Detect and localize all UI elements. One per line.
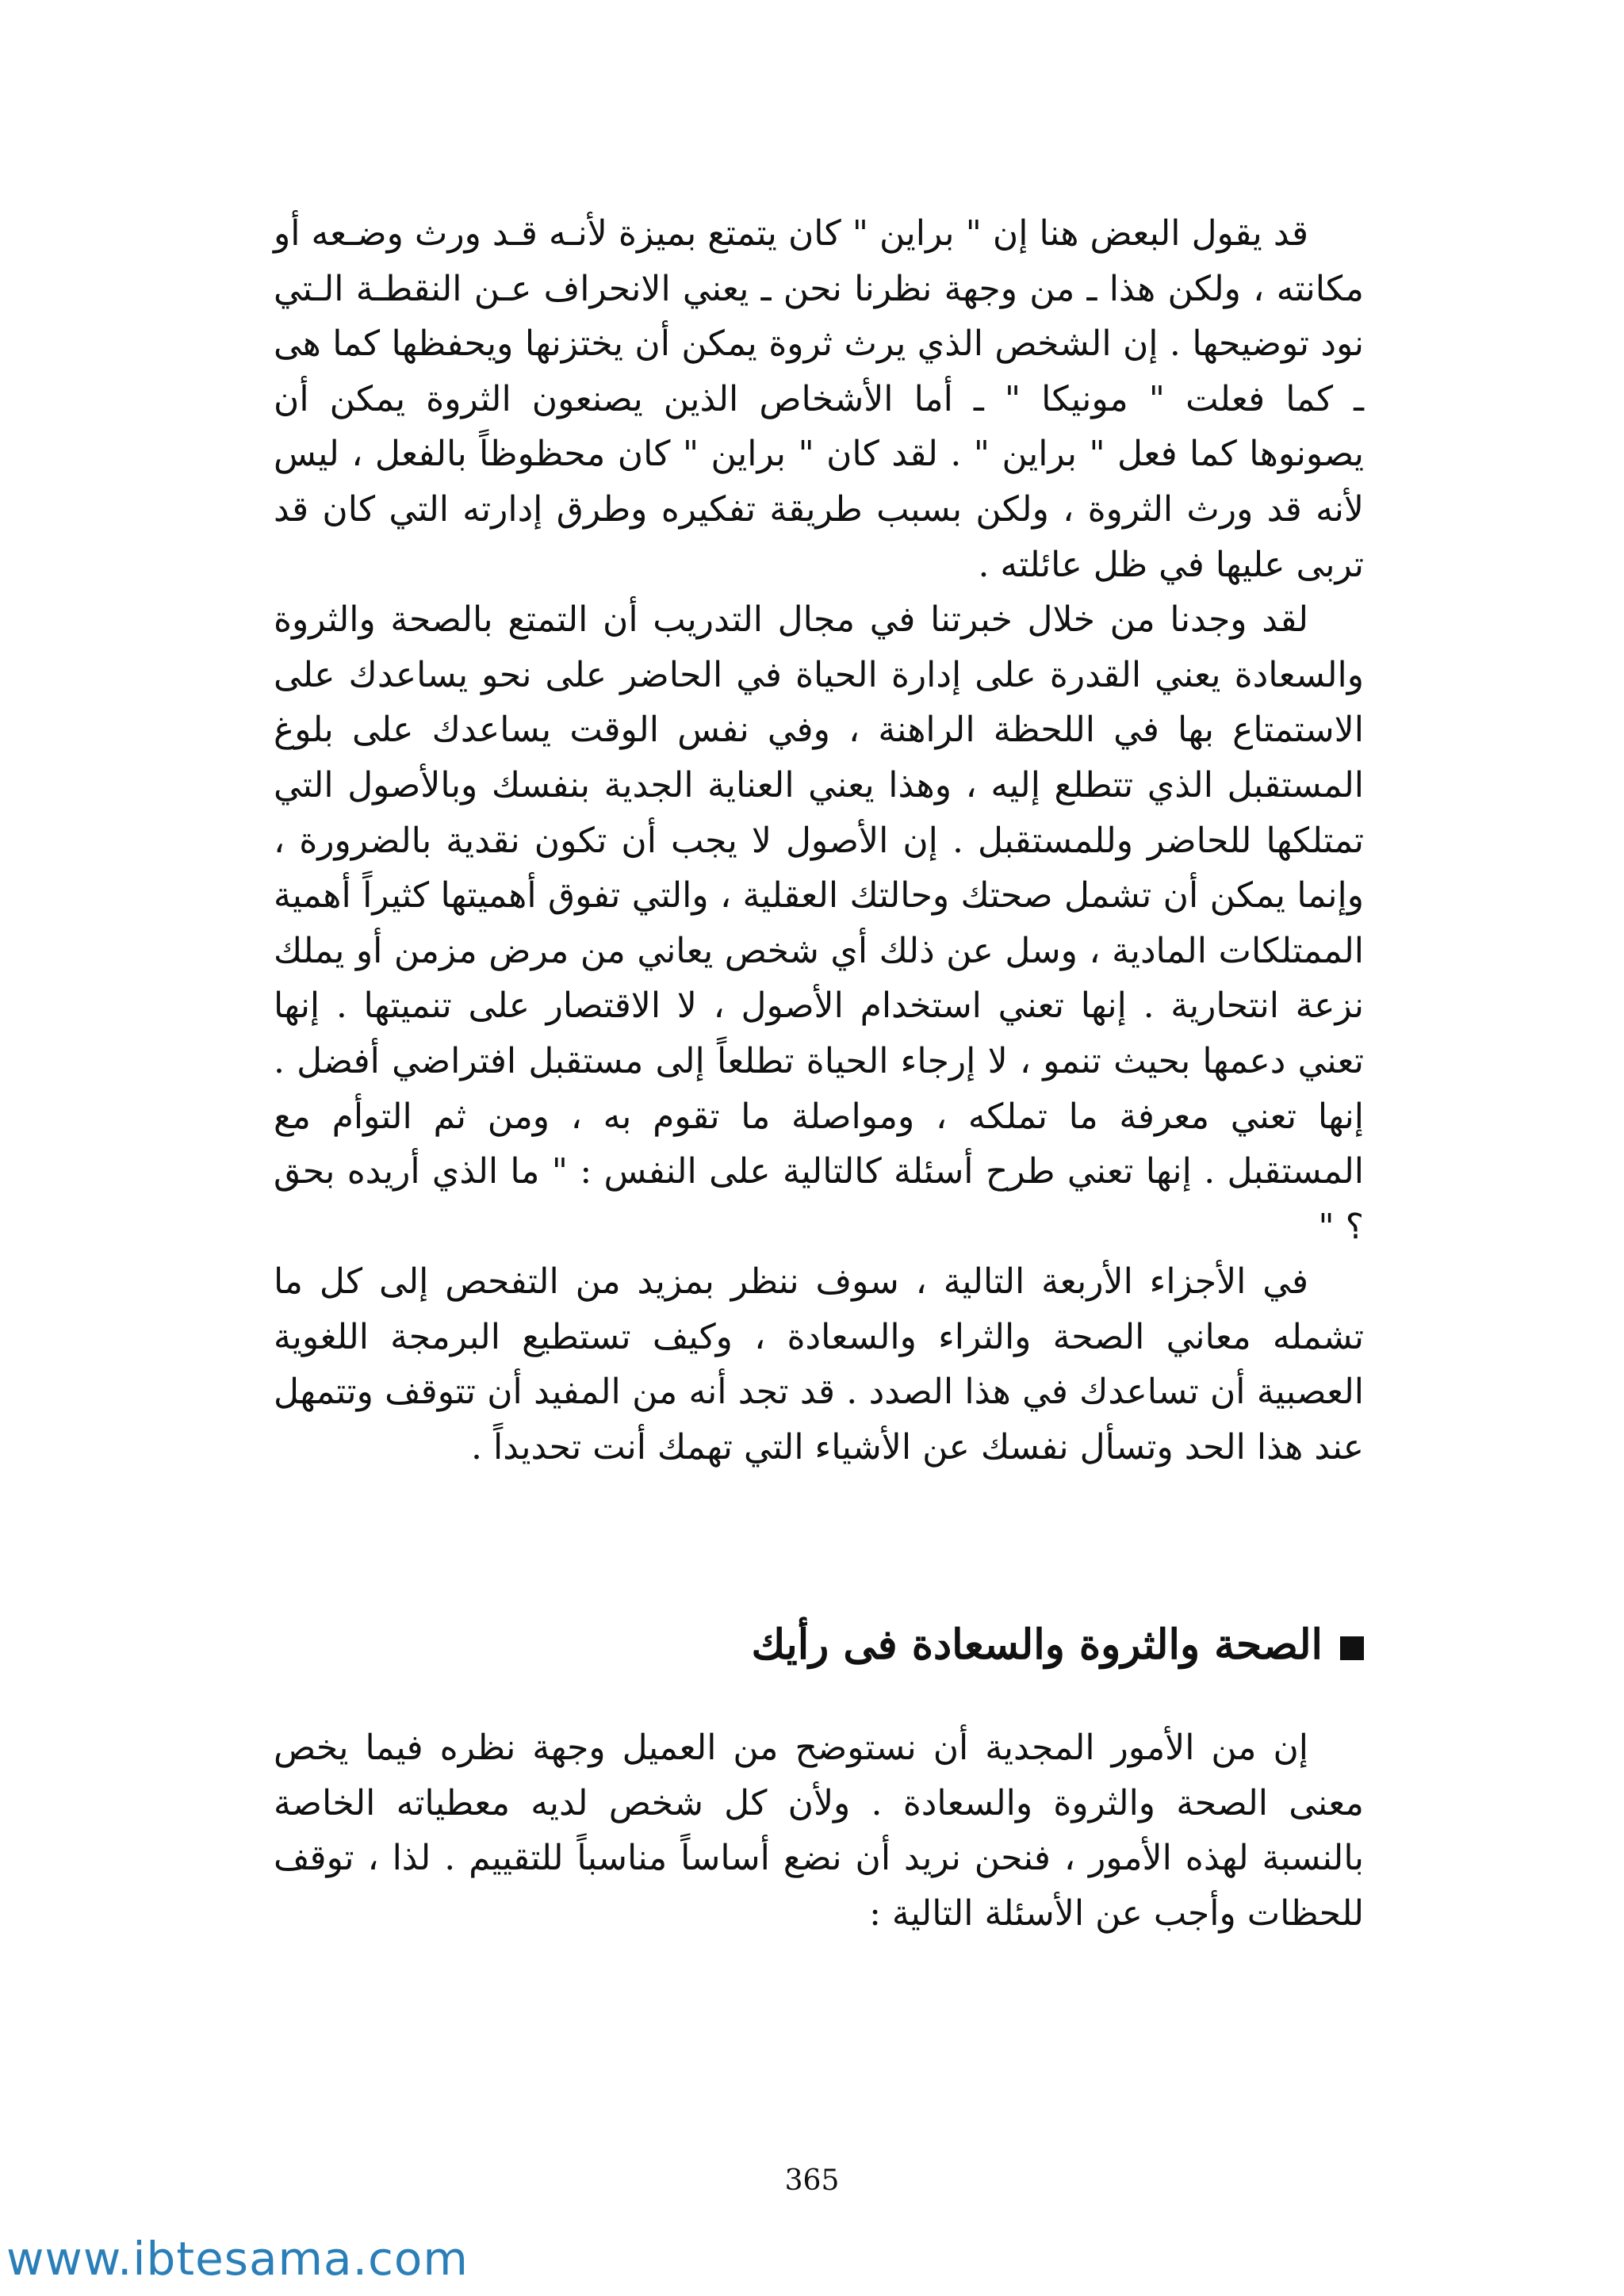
section-heading <box>714 1613 1364 1677</box>
page-number: 365 <box>784 2164 840 2197</box>
watermark: www.ibtesama.com <box>6 2232 469 2286</box>
section-heading-text: الصحة والثروة والسعادة فى رأيك <box>751 1621 1323 1669</box>
body-text-bottom <box>274 1720 1364 1941</box>
paragraph-1: قد يقول البعض هنا إن " براين " كان يتمتع بميزة لأنـه قـد ورث وضـعه أو مكانته ، ولكن هذا ـ من وجهة نظرنا نحن ـ يعني الانحراف عـن النقطـة الـتي نود توضيحها . إن الشخص الذي يرث ثروة يمكن أن يختزنها ويحفظها كما هى ـ كما فعلت " مونيكا " ـ أما الأشخاص الذين يصنعون الثروة يمكن أن يصونوها كما فعل " براين " . لقد كان " براين " كان محظوظاً بالفعل ، ليس لأنه قد ورث الثروة ، ولكن بسبب طريقة تفكيره وطرق إدارته التي كان قد تربى عليها في ظل عائلته . <box>274 213 1365 585</box>
body-text-top <box>274 206 1364 1475</box>
paragraph-4: إن من الأمور المجدية أن نستوضح من العميل وجهة نظره فيما يخص معنى الصحة والثروة والسعادة . ولأن كل شخص لديه معطياته الخاصة بالنسبة لهذه الأمور ، فنحن نريد أن نضع أساساً مناسباً للتقييم . لذا ، توقف للحظات وأجب عن الأسئلة التالية : <box>274 1728 1364 1934</box>
paragraph-3: في الأجزاء الأربعة التالية ، سوف ننظر بمزيد من التفحص إلى كل ما تشمله معاني الصحة والثراء والسعادة ، وكيف تستطيع البرمجة اللغوية العصبية أن تساعدك في هذا الصدد . قد تجد أنه من المفيد أن تتوقف وتتمهل عند هذا الحد وتسأل نفسك عن الأشياء التي تهمك أنت تحديداً . <box>274 1261 1364 1468</box>
paragraph-2: لقد وجدنا من خلال خبرتنا في مجال التدريب أن التمتع بالصحة والثروة والسعادة يعني القدرة على إدارة الحياة في الحاضر على نحو يساعدك على الاستمتاع بها في اللحظة الراهنة ، وفي نفس الوقت يساعدك على بلوغ المستقبل الذي تتطلع إليه ، وهذا يعني العناية الجدية بنفسك وبالأصول التي تمتلكها للحاضر وللمستقبل . إن الأصول لا يجب أن تكون نقدية بالضرورة ، وإنما يمكن أن تشمل صحتك وحالتك العقلية ، والتي تفوق أهميتها كثيراً أهمية الممتلكات المادية ، وسل عن ذلك أي شخص يعاني من مرض مزمن أو يملك نزعة انتحارية . إنها تعني استخدام الأصول ، لا الاقتصار على تنميتها . إنها تعني دعمها بحيث تنمو ، لا إرجاء الحياة تطلعاً إلى مستقبل افتراضي أفضل . إنها تعني معرفة ما تملكه ، ومواصلة ما تقوم به ، ومن ثم التوأم مع المستقبل . إنها تعني طرح أسئلة كالتالية على النفس : " ما الذي أريده بحق ؟ " <box>274 599 1364 1247</box>
square-bullet-icon <box>1340 1636 1364 1660</box>
